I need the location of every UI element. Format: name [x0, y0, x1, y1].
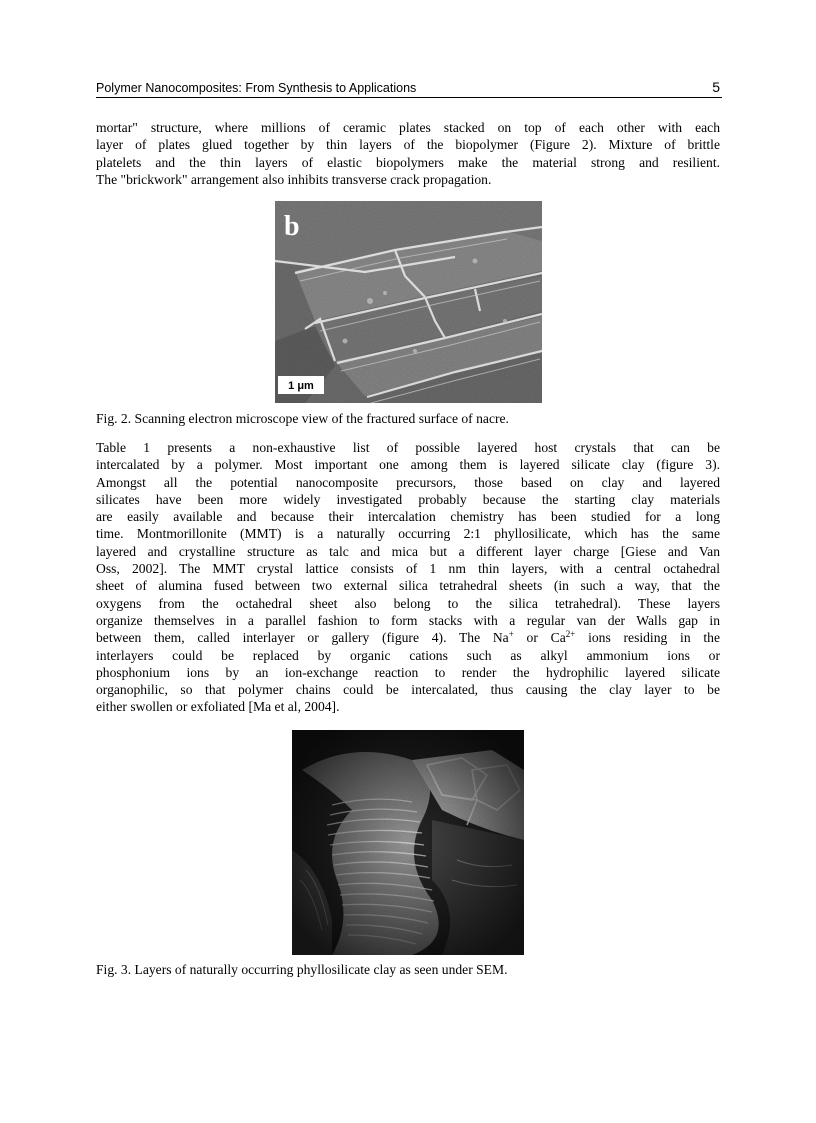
page-number: 5 [712, 79, 720, 95]
text-line: The "brickwork" arrangement also inhibits transverse crack propagation. [96, 171, 492, 187]
text-line: sheet of alumina fused between two external silica tetrahedral sheets (in such a way, that the [96, 578, 720, 594]
text-line: layered and crystalline structure as talc and mica but a different layer charge [Giese and Van [96, 543, 720, 559]
panel-label-b: b [284, 211, 300, 242]
running-title: Polymer Nanocomposites: From Synthesis to Applications [96, 81, 417, 95]
figure-2-caption: Fig. 2. Scanning electron microscope view of the fractured surface of nacre. [96, 411, 509, 426]
text-line: Oss, 2002]. The MMT crystal lattice consists of 1 nm thin layers, with a central octahedral [96, 561, 720, 577]
text-segment: or Ca [513, 630, 566, 646]
scale-bar-label: 1 μm [288, 380, 314, 392]
text-line: organize themselves in a parallel fashion to form stacks with a regular van der Walls gap in [96, 612, 720, 628]
text-segment: between them, called interlayer or gallery (figure 4). The Na [96, 630, 509, 646]
text-segment: ions residing in the [575, 630, 720, 646]
clay-sem-image [292, 730, 524, 955]
text-line: mortar" structure, where millions of ceramic plates stacked on top of each other with each [96, 120, 720, 135]
figure-3-caption: Fig. 3. Layers of naturally occurring phyllosilicate clay as seen under SEM. [96, 962, 508, 977]
text-line: Table 1 presents a non-exhaustive list of possible layered host crystals that can be [96, 440, 720, 455]
text-line: phosphonium ions by an ion-exchange reaction to render the hydrophilic layered silicate [96, 664, 720, 680]
text-line: are easily available and because their intercalation chemistry has been studied for a long [96, 509, 720, 525]
superscript-plus: + [508, 629, 514, 640]
paragraph-layered-silicates [96, 439, 720, 716]
text-line: interlayers could be replaced by organic cations such as alkyl ammonium ions or [96, 647, 720, 663]
nacre-sem-image [275, 201, 542, 403]
text-line: Amongst all the potential nanocomposite precursors, those based on clay and layered [96, 474, 720, 490]
text-line: intercalated by a polymer. Most important one among them is layered silicate clay (figure 3). [96, 457, 720, 473]
running-header [96, 79, 722, 98]
text-line: layer of plates glued together by thin layers of the biopolymer (Figure 2). Mixture of brittle [96, 137, 720, 153]
text-line: oxygens from the octahedral sheet also belong to the silica tetrahedral). These layers [96, 595, 720, 611]
paragraph-nacre [96, 119, 720, 188]
text-line: time. Montmorillonite (MMT) is a naturally occurring 2:1 phyllosilicate, which has the same [96, 526, 720, 542]
text-line: either swollen or exfoliated [Ma et al, 2004]. [96, 699, 340, 715]
text-line: organophilic, so that polymer chains could be intercalated, thus causing the clay layer to be [96, 682, 720, 698]
text-line: platelets and the thin layers of elastic biopolymers make the material strong and resilient. [96, 154, 720, 170]
text-line: silicates have been more widely investigated probably because the starting clay materials [96, 491, 720, 507]
superscript-2plus: 2+ [565, 629, 576, 640]
figure-3-clay-sem [292, 730, 524, 955]
text-line-with-superscripts [96, 629, 720, 646]
figure-2-nacre-sem [275, 201, 542, 403]
